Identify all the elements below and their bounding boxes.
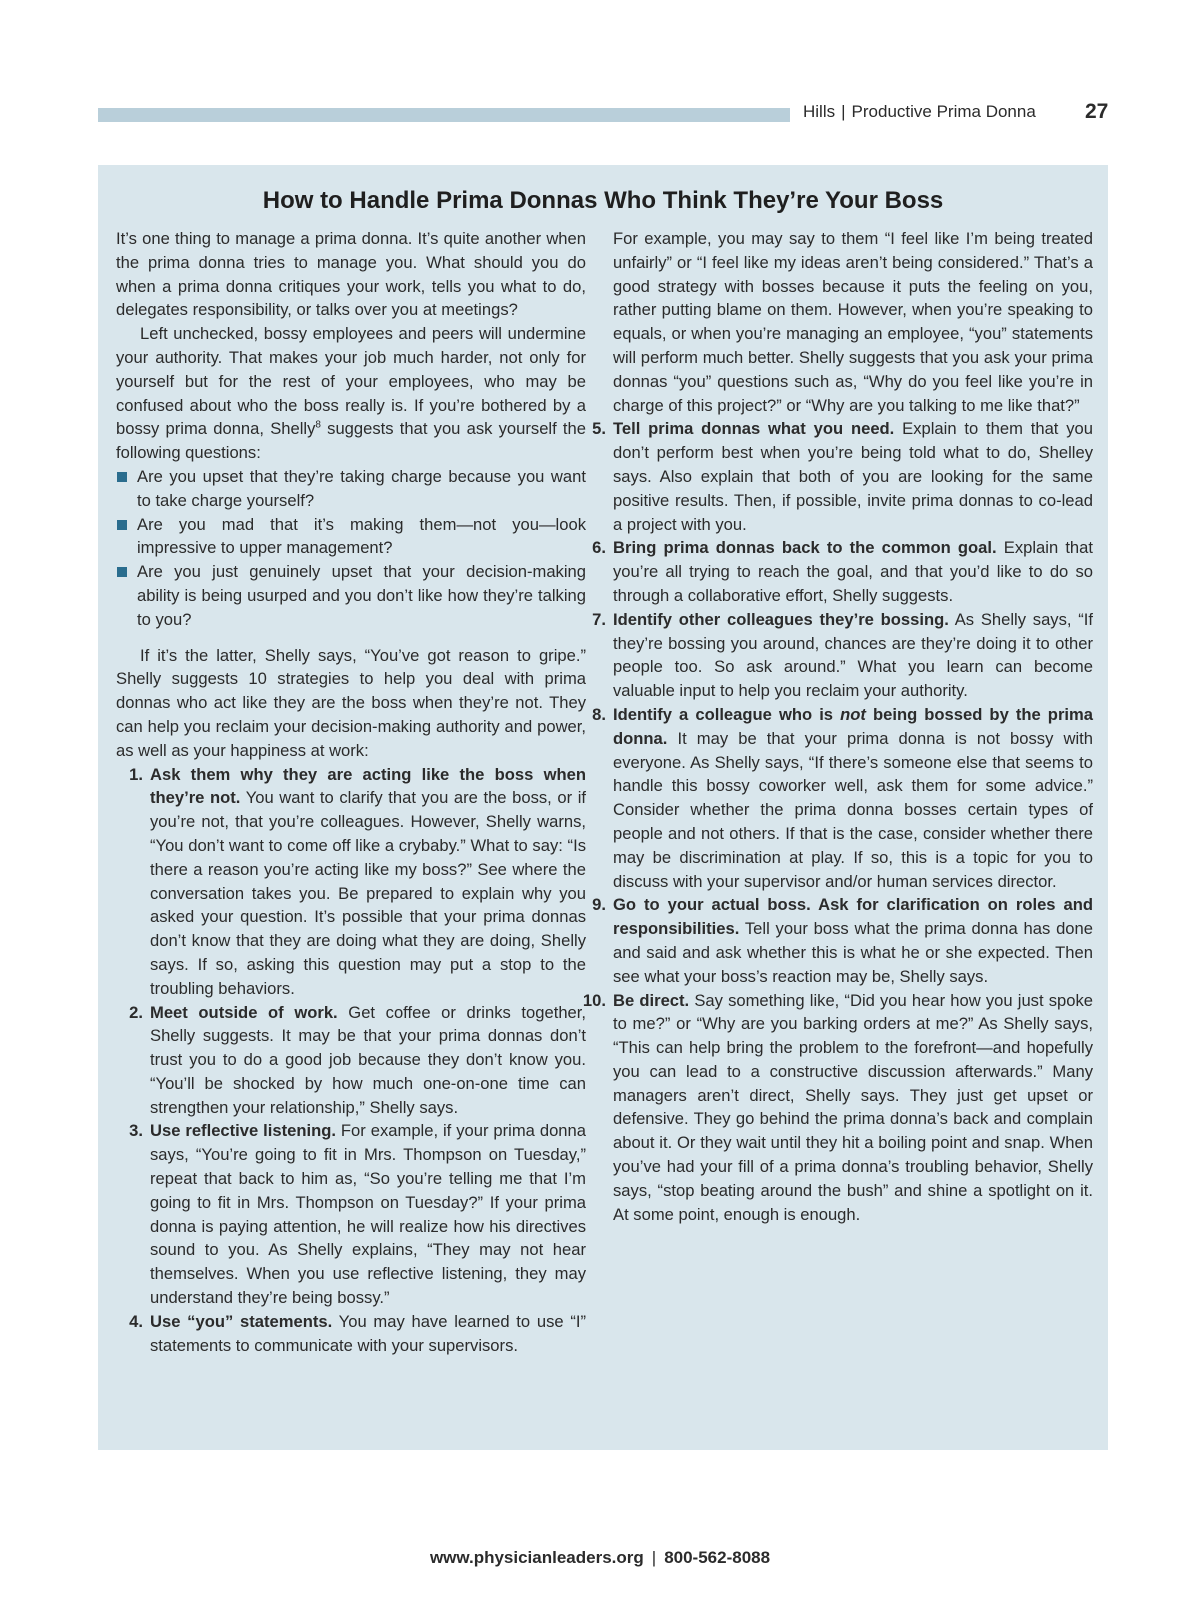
square-bullet-icon <box>117 567 127 577</box>
strategy-item <box>579 608 1093 703</box>
question-list <box>116 465 586 632</box>
square-bullet-icon <box>117 472 127 482</box>
strategy-item <box>579 989 1093 1227</box>
strategy-heading: Go to your actual boss. Ask for clarification on roles and responsibilities. <box>613 895 1093 939</box>
strategy-item <box>116 1310 586 1358</box>
list-item <box>116 513 586 561</box>
strategy-item <box>579 536 1093 607</box>
footnote-ref: 8 <box>315 419 321 431</box>
strategy-heading: Use “you” statements. <box>150 1311 333 1331</box>
paragraph <box>116 322 586 465</box>
strategy-heading: Be direct. <box>613 990 690 1010</box>
strategy-heading: Meet outside of work. <box>150 1002 338 1022</box>
strategy-heading-part: being bossed by the prima donna. <box>613 704 1093 748</box>
list-item <box>116 465 586 513</box>
strategy-heading: Use reflective listening. <box>150 1121 336 1141</box>
strategy-item <box>116 763 586 1001</box>
strategy-number: 10. <box>582 990 606 1010</box>
strategy-text: Say something like, “Did you hear how you just spoke to me?” or “Why are you barking orders at me?” As Shelly says, “This can help bring the problem to the forefront—and hopefully you can lead to a constructive discussion afterwards.” Many managers aren’t direct, Shelly says. They just get upset or defensive. They go behind the prima donna’s back and complain about it. Or they wait until they hit a boiling point and snap. When you’ve had your fill of a prima donna’s troubling behavior, Shelly says, “stop beating around the bush” and shine a spotlight on it. At some point, enough is enough. <box>613 990 1094 1224</box>
strategy-heading-part: Identify a colleague who is <box>613 704 841 724</box>
strategy-item <box>116 1001 586 1120</box>
strategy-text: Tell your boss what the prima donna has done and said and ask whether this is what he or she expected. Then see what your boss’s reaction may be, Shelly says. <box>613 919 1093 986</box>
strategy-heading: Tell prima donnas what you need. <box>613 419 895 439</box>
footer-website[interactable]: www.physicianleaders.org <box>429 1548 644 1567</box>
strategy-item <box>579 893 1093 988</box>
header-author: Hills <box>803 102 836 121</box>
footer-separator: | <box>651 1548 657 1567</box>
strategy-continuation: For example, you may say to them “I feel like I’m being treated unfairly” or “I feel like my ideas aren’t being considered.” That’s a good strategy with bosses because it puts the feeling on you, rather putting blame on them. However, when you’re speaking to equals, or when you’re managing an employee, “you” statements will perform much better. Shelly suggests that you ask your prima donnas “you” questions such as, “Why do you feel like you’re in charge of this project?” or “Why are you talking to me like that?” <box>613 229 1093 415</box>
list-item-text: Are you just genuinely upset that your decision-making ability is being usurped and you don’t like how they’re talking to you? <box>137 562 586 629</box>
strategy-item <box>116 1119 586 1309</box>
strategy-number: 1. <box>129 764 143 784</box>
header-rule <box>98 108 790 122</box>
strategy-number: 4. <box>129 1311 143 1331</box>
paragraph: It’s one thing to manage a prima donna. It’s quite another when the prima donna tries to manage you. What should you do when a prima donna critiques your work, tells you what to do, delegates responsibility, or talks over you at meetings? <box>116 229 586 320</box>
strategy-text: You may have learned to use “I” statements to communicate with your supervisors. <box>150 1311 587 1355</box>
strategy-list <box>579 417 1093 1226</box>
list-item <box>116 560 586 631</box>
strategy-text: Get coffee or drinks together, Shelly suggests. It may be that your prima donnas don’t trust you to do a good job because they don’t know you. “You’ll be shocked by how much one-on-one time can strengthen your relationship,” Shelly says. <box>150 1002 587 1117</box>
strategy-text: It may be that your prima donna is not bossy with everyone. As Shelly says, “If there’s someone else that seems to handle this bossy coworker well, ask them for some advice.” Consider whether the prima donna bosses certain types of people and not others. If that is the case, consider whether there may be discrimination at play. If so, this is a topic for you to discuss with your supervisor and/or human services director. <box>613 728 1093 891</box>
list-item-text: Are you upset that they’re taking charge because you want to take charge yourself? <box>137 466 586 510</box>
sidebar-box <box>98 165 1108 1450</box>
strategy-heading: Ask them why they are acting like the boss when they’re not. <box>150 764 586 808</box>
sidebar-title: How to Handle Prima Donnas Who Think They’re Your Boss <box>262 187 944 214</box>
strategy-number: 6. <box>592 538 606 558</box>
strategy-text: Explain to them that you don’t perform best when you’re being told what to do, Shelley says. Also explain that both of you are looking for the same positive results. Then, if possible, invite prima donnas to co-lead a project with you. <box>613 419 1093 534</box>
footer-phone[interactable]: 800-562-8088 <box>664 1548 771 1567</box>
strategy-text: For example, if your prima donna says, “You’re going to fit in Mrs. Thompson on Tuesday,” repeat that back to him as, “So you’re telling me that I’m going to fit in Mrs. Thompson on Tuesday?” If your prima donna is paying attention, he will realize how his directives sound to you. As Shelly explains, “They may not hear themselves. When you use reflective listening, they may understand they’re being bossy.” <box>150 1121 586 1308</box>
strategy-number: 7. <box>592 609 606 629</box>
strategy-text: Explain that you’re all trying to reach the goal, and that you’d like to do so through a collaborative effort, Shelly suggests. <box>613 538 1093 605</box>
header-separator: | <box>841 102 846 121</box>
paragraph: If it’s the latter, Shelly says, “You’ve got reason to gripe.” Shelly suggests 10 strategies to help you deal with prima donnas who act like they are the boss when they’re not. They can help you reclaim your decision-making authority and power, as well as your happiness at work: <box>116 645 586 760</box>
paragraph-text: suggests that you ask yourself the following questions: <box>116 419 586 463</box>
strategy-heading: Bring prima donnas back to the common goal. <box>613 538 997 558</box>
list-item-text: Are you mad that it’s making them—not you—look impressive to upper management? <box>137 514 586 558</box>
square-bullet-icon <box>117 520 127 530</box>
right-column <box>582 227 1094 1226</box>
strategy-item <box>579 417 1093 536</box>
strategy-number: 8. <box>592 704 606 724</box>
strategy-number: 3. <box>129 1121 143 1141</box>
running-header <box>803 102 1036 122</box>
strategy-text: You want to clarify that you are the boss, or if you’re not, that you’re colleagues. However, Shelly warns, “You don’t want to come off like a crybaby.” What to say: “Is there a reason you’re acting like my boss?” See where the conversation takes you. Be prepared to explain why you asked your question. It’s possible that your prima donnas don’t know that they are doing what they are doing, Shelly says. If so, asking this question may put a stop to the troubling behaviors. <box>150 788 586 998</box>
strategy-number: 5. <box>592 419 606 439</box>
strategy-item <box>579 703 1093 893</box>
strategy-list <box>116 763 586 1358</box>
strategy-heading: Identify other colleagues they’re bossing. <box>613 609 949 629</box>
header-title: Productive Prima Donna <box>851 102 1036 121</box>
page-footer <box>0 1548 1200 1568</box>
strategy-text: As Shelly says, “If they’re bossing you around, chances are they’re doing it to other people too. So ask around.” What you learn can become valuable input to help you reclaim your authority. <box>613 609 1093 701</box>
strategy-number: 2. <box>129 1002 143 1022</box>
left-column <box>116 227 586 1357</box>
strategy-number: 9. <box>592 895 606 915</box>
strategy-heading-emphasis: not <box>840 704 866 724</box>
page-number: 27 <box>1085 100 1109 123</box>
paragraph-text: Left unchecked, bossy employees and peers will undermine your authority. That makes your job much harder, not only for yourself but for the rest of your employees, who may be confused about who the boss really is. If you’re bothered by a bossy prima donna, Shelly <box>116 324 586 439</box>
